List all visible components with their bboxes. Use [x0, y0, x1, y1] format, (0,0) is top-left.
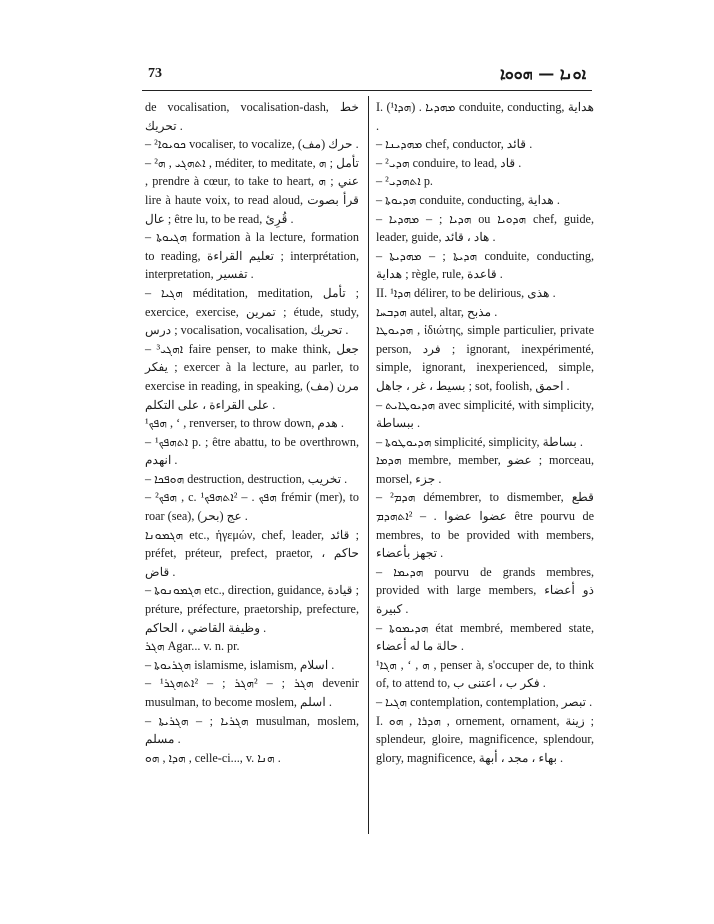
- entry-text: – ²ܗܕܝ conduire, to lead, قاد .: [376, 155, 522, 170]
- entry-text: – ܗܓܝܐ contemplation, contemplation, تبصر .: [376, 695, 593, 709]
- entry-text: – ܡܗܕܝܢܐ chef, conductor, قائد .: [376, 137, 533, 152]
- dictionary-entry: [376, 303, 594, 322]
- dictionary-entry: [376, 712, 594, 768]
- dictionary-entry: [376, 98, 594, 135]
- dictionary-entry: [145, 581, 359, 637]
- entry-text: – ܗܓܡܘܢܘܬܐ etc., direction, guidance, قيادة ; préture, préfecture, praetorship, prefecture, وظيفة القاضي ، الحاكم .: [145, 583, 360, 635]
- header-rule: [142, 90, 592, 91]
- dictionary-entry: [376, 284, 594, 303]
- entry-text: de vocalisation, vocalisation-dash, خط تحريك .: [145, 100, 359, 133]
- dictionary-entry: [145, 135, 359, 154]
- entry-text: – ¹ܐܬܗܦܟ p. ; être abattu, to be overthrown, انهدم .: [145, 434, 360, 468]
- entry-text: – ܗܘܦܟܐ destruction, destruction, تخريب .: [145, 471, 348, 486]
- entry-text: – ³ܐܗܓܝ faire penser, to make think, جعل يفكر ; exercer à la lecture, au parler, to exercise in reading, in speaking, مرن (مف) على القراءة ، على التكلم .: [145, 341, 359, 412]
- dictionary-entry: [145, 433, 359, 470]
- entry-text: – ܗܓܪܝܘܬܐ islamisme, islamism, اسلام .: [145, 657, 335, 672]
- running-head: ܐܘܢܐ — ܗܘܘܐ: [500, 64, 587, 83]
- entry-text: I. (¹ܗܕܐ) . ܡܗܕܝܐ conduite, conducting, هداية .: [376, 100, 595, 133]
- entry-text: – ²ܐܬܗܕܝ p.: [376, 174, 433, 189]
- dictionary-entry: [145, 637, 359, 656]
- entry-text: ܗܕܐ , ܗܘ , celle-ci..., v. ܗܢܐ .: [145, 750, 281, 765]
- entry-text: ܗܕܡܐ membre, member, عضو ; morceau, morsel, جزء .: [376, 453, 594, 486]
- dictionary-entry: [376, 693, 594, 712]
- entry-text: – ܗܕܝܡܐ pourvu de grands membres, provided with large members, ذو أعضاء كبيرة .: [376, 564, 595, 617]
- dictionary-entry: [376, 396, 594, 433]
- entry-text: – ܗܕܝܘܛܐܝܬ avec simplicité, with simplicity, ببساطة .: [376, 397, 594, 431]
- entry-text: – ܗܕܝܘܬܐ conduite, conducting, هداية .: [376, 192, 560, 207]
- dictionary-entry: [376, 451, 594, 488]
- dictionary-entry: [145, 674, 359, 711]
- entry-text: ܗܕܒܚܐ autel, altar, مذبح .: [376, 304, 498, 319]
- entry-text: ¹ܗܓܐ , ʻ , ܗ , penser à, s'occuper de, to think of, to attend to, فكر ب ، اعتنى ب .: [376, 657, 594, 691]
- dictionary-entry: [145, 414, 359, 433]
- dictionary-entry: [376, 656, 594, 693]
- page-number: 73: [148, 66, 162, 81]
- dictionary-entry: [145, 749, 359, 768]
- dictionary-entry: [376, 135, 594, 154]
- dictionary-entry: [145, 712, 359, 749]
- entry-text: – ܗܕܝܘܛܘܬܐ simplicité, simplicity, بساطة .: [376, 434, 583, 449]
- dictionary-entry: [145, 284, 359, 340]
- dictionary-entry: [376, 172, 594, 191]
- entry-text: – ²ܗܕܡ démembrer, to dismember, قطع عضوا عضوا . – ²ܐܬܗܕܡ être pourvu de membres, to be provided with members, تجهز بأعضاء .: [376, 490, 595, 561]
- entry-text: – ܗܕܝܡܘܬܐ état membré, membered state, حالة ما له أعضاء .: [376, 620, 594, 654]
- column-divider: [368, 96, 369, 834]
- dictionary-entry: [145, 154, 359, 228]
- dictionary-entry: [376, 563, 594, 619]
- entry-text: – ¹ܗܓܪ ; – ²ܗܓܪ ; – ²ܐܬܗܓܪ devenir musulman, to become moslem, اسلم .: [145, 676, 359, 709]
- entry-text: – ²ܐܬܗܓܝ , ܗ , méditer, to meditate, تأمل ; ܗ , prendre à cœur, to take to heart, عني ; ܗ lire à haute voix, to read aloud, قرأ بصوت عال ; être lu, to be read, قُرِئ .: [145, 155, 360, 226]
- entry-text: – ܗܓܪܝܐ ; – ܗܓܪܝܬܐ musulman, moslem, مسلم .: [145, 713, 360, 747]
- dictionary-entry: [376, 247, 594, 284]
- entry-text: – ܗܕܝܬܐ ; – ܡܗܕܝܬܐ conduite, conducting, هداية ; règle, rule, قاعدة .: [376, 248, 594, 282]
- dictionary-entry: [376, 488, 594, 562]
- right-column: [376, 98, 594, 767]
- dictionary-entry: [145, 526, 359, 582]
- dictionary-entry: [145, 470, 359, 489]
- entry-text: II. ¹ܗܕܐ délirer, to be delirious, هذى .: [376, 285, 556, 300]
- dictionary-entry: [376, 619, 594, 656]
- dictionary-entry: [145, 656, 359, 675]
- entry-text: ܗܕܝܘܛܐ , ἰδιώτης, simple particulier, private person, فرد ; ignorant, inexpérimenté, simple, ignorant, inexperienced, simple, بسيط ، غر ، جاهل ; sot, foolish, احمق .: [376, 323, 594, 393]
- dictionary-entry: [145, 340, 359, 414]
- dictionary-entry: [376, 191, 594, 210]
- entry-text: – ܗܕܝܐ ; – ܡܗܕܝܐ ou ܗܕܘܝܐ chef, guide, leader, guide, هاد ، قائد .: [376, 211, 594, 245]
- dictionary-entry: [376, 321, 594, 395]
- entry-text: I. ܗܕܪܐ , ܗܘ , ornement, ornament, زينة ; splendeur, gloire, magnificence, splendour, glory, magnificence, بهاء ، مجد ، أبهة .: [376, 713, 595, 765]
- entry-text: – ²ܟܘܝܘܐ vocaliser, to vocalize, (مف) حرك .: [145, 137, 359, 152]
- entry-text: ܗܓܪ Agar... v. n. pr.: [145, 639, 240, 654]
- left-column: [145, 98, 359, 767]
- entry-text: – ²ܗܦܟ , c. ¹ܗܦܟ . – ²ܐܬܗܦܟ frémir (mer), to roar (sea), عج (بحر) .: [145, 490, 359, 524]
- dictionary-entry: [376, 433, 594, 452]
- entry-text: – ܗܓܝܐ méditation, meditation, تأمل ; exercice, exercise, تمرين ; étude, study, درس ; vocalisation, vocalisation, تحريك .: [145, 285, 360, 338]
- dictionary-entry: [145, 98, 359, 135]
- dictionary-entry: [145, 228, 359, 284]
- entry-text: ¹ܗܦܟ , ʻ , renverser, to throw down, هدم .: [145, 416, 344, 431]
- entry-text: ܗܓܡܘܢܐ etc., ἡγεμών, chef, leader, قائد ; préfet, préteur, prefect, praetor, حاكم ، قاض .: [145, 527, 359, 579]
- dictionary-entry: [145, 488, 359, 525]
- entry-text: – ܗܓܝܘܬܐ formation à la lecture, formation to reading, تعليم القراءة ; interprétation, interpretation, تفسير .: [145, 230, 359, 282]
- dictionary-entry: [376, 154, 594, 173]
- dictionary-entry: [376, 210, 594, 247]
